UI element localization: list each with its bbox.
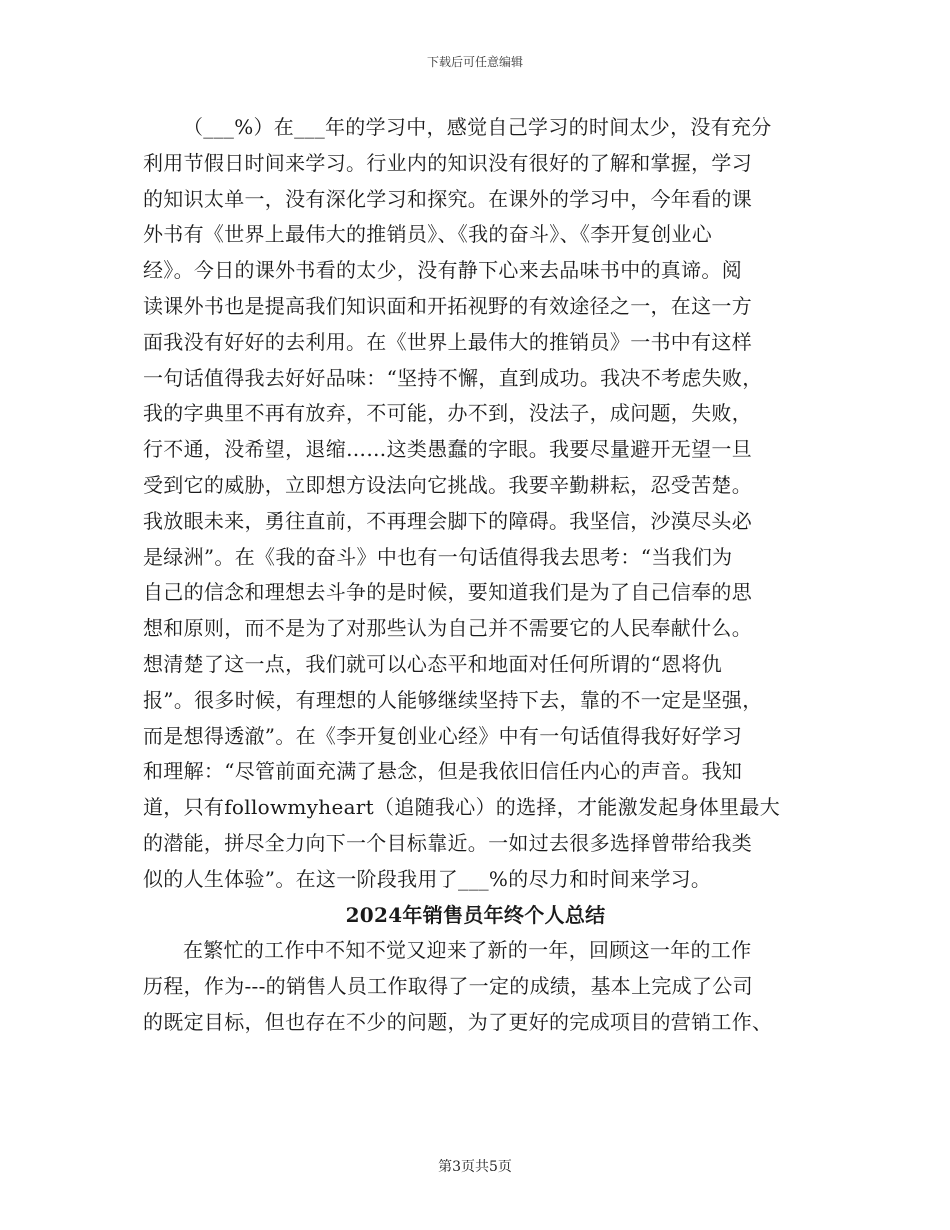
paragraph-line: 似的人生体验”。在这一阶段我用了___%的尽力和时间来学习。 xyxy=(143,866,712,891)
section-title: 2024年销售员年终个人总结 xyxy=(345,902,606,927)
paragraph-line: 面我没有好好的去利用。在《世界上最伟大的推销员》一书中有这样 xyxy=(143,329,752,354)
paragraph-line: 受到它的威胁，立即想方设法向它挑战。我要辛勤耕耘，忍受苦楚。 xyxy=(143,472,752,497)
paragraph-line: 道，只有followmyheart（追随我心）的选择，才能激发起身体里最大 xyxy=(143,795,780,820)
paragraph-line: 读课外书也是提高我们知识面和开拓视野的有效途径之一，在这一方 xyxy=(143,293,752,318)
paragraph-line: 在繁忙的工作中不知不觉又迎来了新的一年，回顾这一年的工作 xyxy=(183,938,752,963)
paragraph-line: 和理解：“尽管前面充满了悬念，但是我依旧信任内心的声音。我知 xyxy=(143,759,743,784)
paragraph-line: 的知识太单一，没有深化学习和探究。在课外的学习中，今年看的课 xyxy=(143,186,752,211)
paragraph-line: 利用节假日时间来学习。行业内的知识没有很好的了解和掌握，学习 xyxy=(143,150,752,175)
paragraph-line: 自己的信念和理想去斗争的是时候，要知道我们是为了自己信奉的思 xyxy=(143,580,752,605)
paragraph-line: 想和原则，而不是为了对那些认为自己并不需要它的人民奉献什么。 xyxy=(143,616,752,641)
paragraph-line: 一句话值得我去好好品味：“坚持不懈，直到成功。我决不考虑失败， xyxy=(143,365,763,390)
paragraph-line: 是绿洲”。在《我的奋斗》中也有一句话值得我去思考：“当我们为 xyxy=(143,544,733,569)
paragraph-line: （___%）在___年的学习中，感觉自己学习的时间太少，没有充分 xyxy=(183,115,772,139)
paragraph-line: 历程，作为---的销售人员工作取得了一定的成绩，基本上完成了公司 xyxy=(143,974,753,999)
paragraph-line: 的既定目标，但也存在不少的问题，为了更好的完成项目的营销工作、 xyxy=(143,1009,773,1034)
page-number: 第3页共5页 xyxy=(438,1159,512,1175)
paragraph-line: 我的字典里不再有放弃，不可能，办不到，没法子，成问题，失败， xyxy=(143,401,752,426)
paragraph-line: 外书有《世界上最伟大的推销员》、《我的奋斗》、《李开复创业心 xyxy=(143,222,712,247)
paragraph-line: 经》。今日的课外书看的太少，没有静下心来去品味书中的真谛。阅 xyxy=(143,258,742,283)
paragraph-line: 我放眼未来，勇往直前，不再理会脚下的障碍。我坚信，沙漠尽头必 xyxy=(143,508,752,533)
paragraph-line: 而是想得透澈”。在《李开复创业心经》中有一句话值得我好好学习 xyxy=(143,723,743,748)
document-body xyxy=(143,110,808,1041)
paragraph-line: 想清楚了这一点，我们就可以心态平和地面对任何所谓的“恩将仇 xyxy=(143,651,722,676)
paragraph-line: 报”。很多时候，有理想的人能够继续坚持下去，靠的不一定是坚强， xyxy=(143,687,763,712)
page-header-note: 下载后可任意编辑 xyxy=(426,55,523,69)
paragraph-line: 的潜能，拼尽全力向下一个目标靠近。一如过去很多选择曾带给我类 xyxy=(143,830,752,855)
paragraph-line: 行不通，没希望，退缩……这类愚蠢的字眼。我要尽量避开无望一旦 xyxy=(143,437,752,462)
